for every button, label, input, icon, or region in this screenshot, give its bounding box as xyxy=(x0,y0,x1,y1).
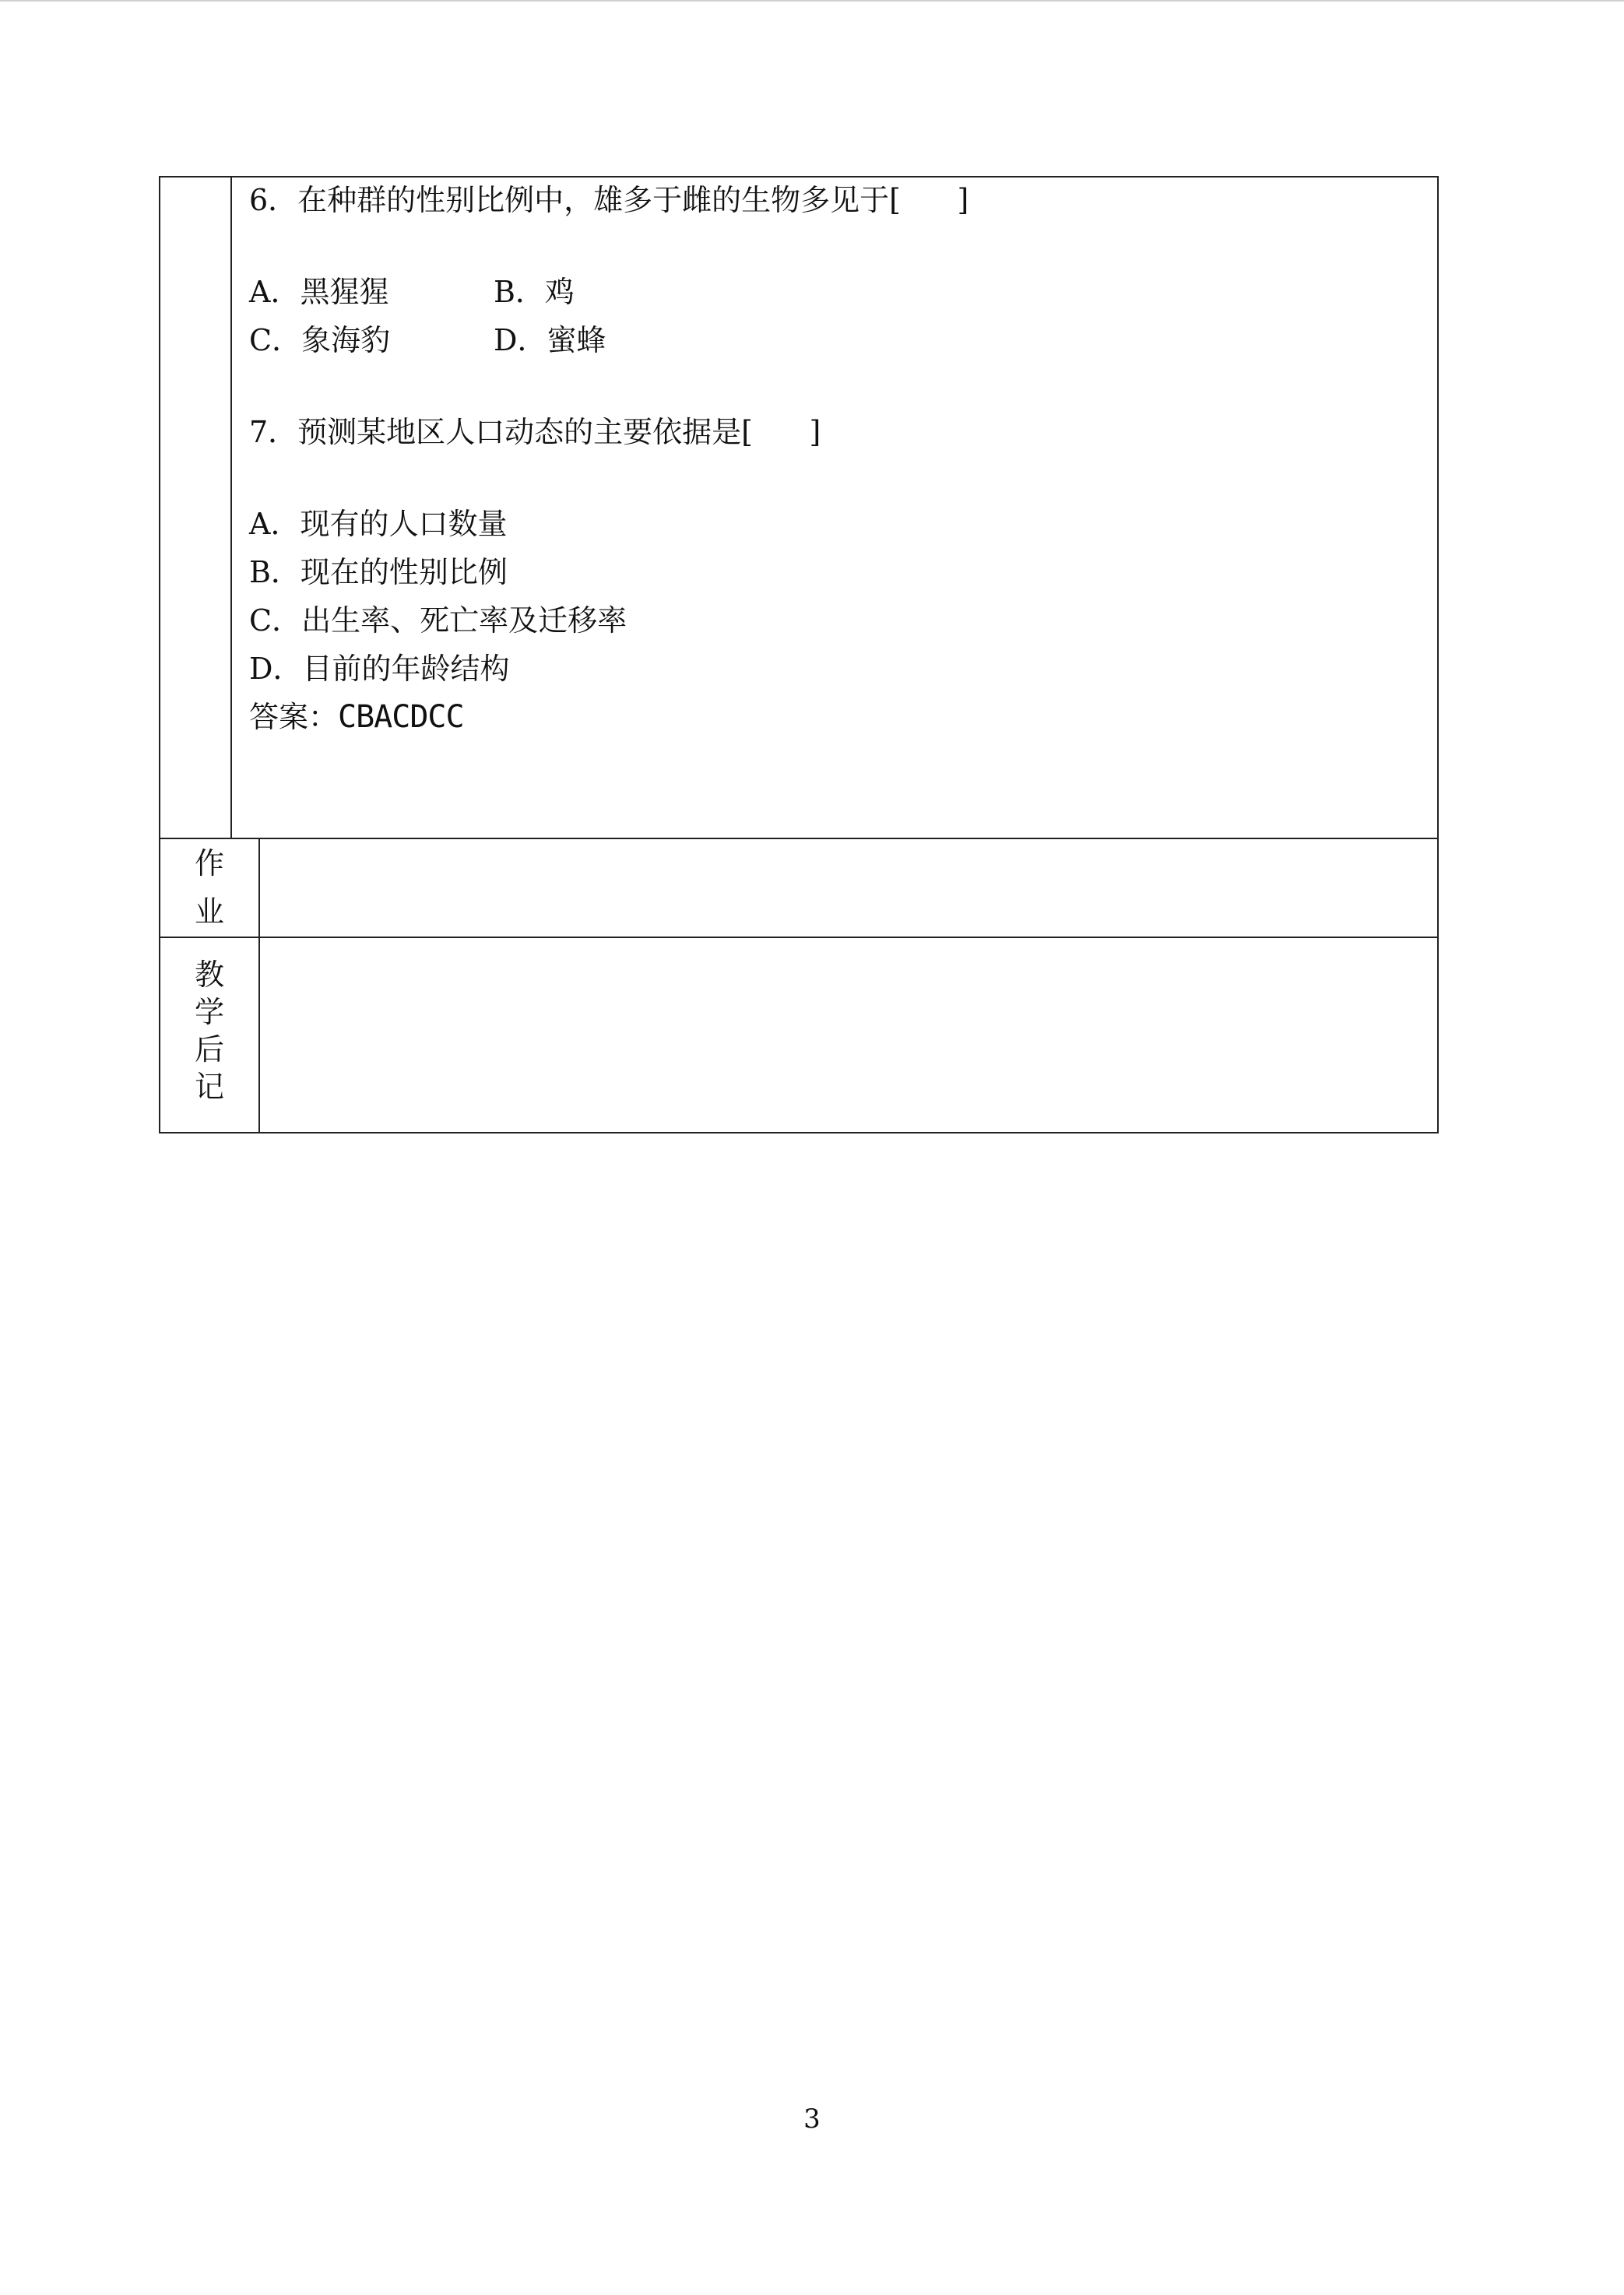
answer-label: 答案： xyxy=(249,700,339,734)
question-7-option-c: C．出生率、死亡率及迁移率 xyxy=(249,603,627,638)
quiz-content xyxy=(249,176,1417,741)
reflection-label xyxy=(159,956,260,1105)
question-6-stem: 6．在种群的性别比例中，雄多于雌的生物多见于[ ] xyxy=(249,183,969,217)
reflection-label-char: 学 xyxy=(194,995,224,1029)
question-6-option-a: A．黑猩猩 xyxy=(249,275,389,309)
question-7-option-d: D．目前的年龄结构 xyxy=(249,652,510,686)
answer-line xyxy=(249,693,1417,741)
question-6-option-d: D．蜜蜂 xyxy=(494,323,606,357)
reflection-label-char: 教 xyxy=(194,958,224,992)
homework-label xyxy=(159,839,260,936)
answer-value: CBACDCC xyxy=(338,699,464,735)
reflection-label-char: 后 xyxy=(194,1032,224,1067)
page-number: 3 xyxy=(803,2103,821,2135)
page-top-rule xyxy=(0,0,1624,2)
question-7-option-a: A．现有的人口数量 xyxy=(249,507,508,541)
homework-label-char: 业 xyxy=(194,894,224,929)
question-6-options-row-1 xyxy=(249,268,1417,316)
content-left-border xyxy=(230,176,232,839)
question-6-option-c: C．象海豹 xyxy=(249,323,391,357)
reflection-label-char: 记 xyxy=(194,1070,224,1104)
question-7-stem: 7．预测某地区人口动态的主要依据是[ ] xyxy=(249,415,821,449)
homework-label-char: 作 xyxy=(194,846,224,880)
row-divider-homework xyxy=(159,838,1439,839)
row-divider-reflection xyxy=(159,937,1439,938)
question-7-option-b: B．现在的性别比例 xyxy=(249,555,508,589)
question-6-option-b: B．鸡 xyxy=(494,275,575,309)
question-6-options-row-2 xyxy=(249,316,1417,364)
